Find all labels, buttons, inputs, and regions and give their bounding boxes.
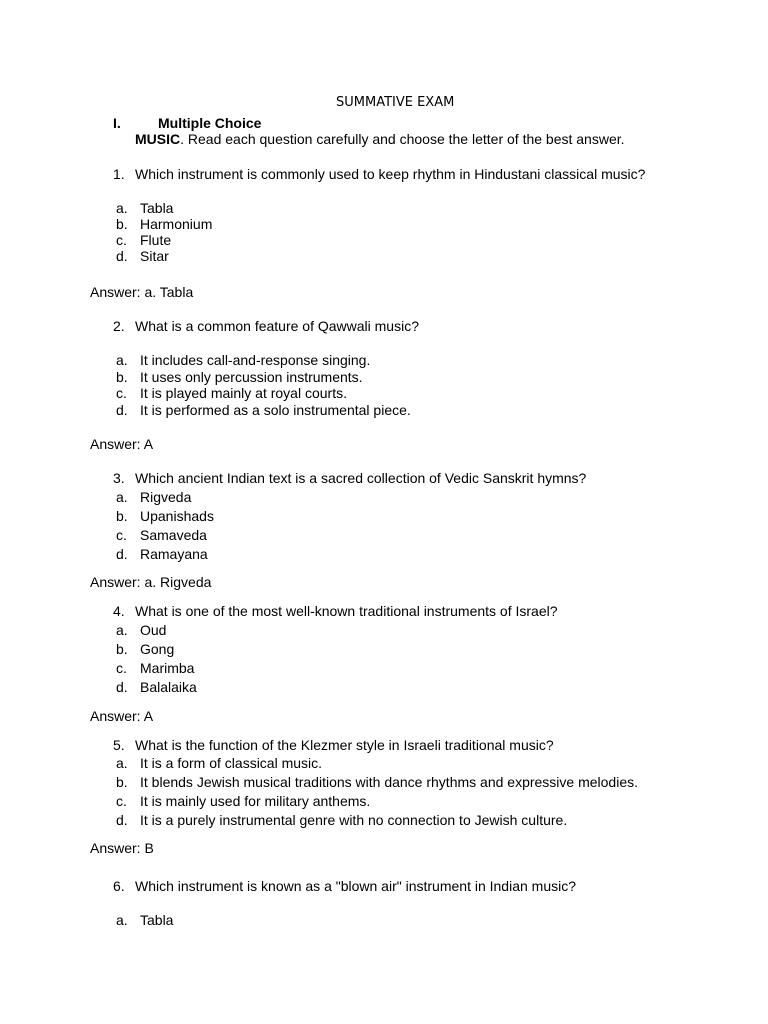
q2-answer: Answer: A (90, 436, 154, 452)
option-letter: c. (116, 793, 127, 809)
option-letter: b. (116, 774, 128, 790)
q5-option-a (116, 755, 322, 772)
q4-option-c (116, 660, 194, 677)
question-2 (113, 318, 419, 335)
question-number: 2. (113, 318, 125, 334)
option-text: Samaveda (140, 527, 207, 543)
question-text: Which instrument is known as a "blown air" instrument in Indian music? (135, 878, 577, 894)
option-letter: b. (116, 508, 128, 524)
option-letter: d. (116, 248, 128, 264)
q3-option-d (116, 546, 208, 563)
option-text: It is played mainly at royal courts. (140, 385, 347, 401)
q1-answer: Answer: a. Tabla (90, 284, 194, 300)
q3-option-a (116, 489, 191, 506)
option-letter: a. (116, 489, 128, 505)
question-number: 6. (113, 878, 125, 894)
question-3 (113, 470, 586, 487)
option-text: Ramayana (140, 546, 208, 562)
option-text: Balalaika (140, 679, 197, 695)
q4-option-a (116, 622, 166, 639)
q5-option-c (116, 793, 370, 810)
question-number: 3. (113, 470, 125, 486)
q3-answer: Answer: a. Rigveda (90, 574, 212, 590)
question-4 (113, 603, 558, 620)
q5-option-b (116, 774, 638, 791)
question-text: Which ancient Indian text is a sacred collection of Vedic Sanskrit hymns? (135, 470, 587, 486)
q2-option-b (116, 369, 363, 386)
option-text: Flute (140, 232, 172, 248)
option-text: Upanishads (140, 508, 214, 524)
q3-option-b (116, 508, 214, 525)
question-number: 4. (113, 603, 125, 619)
option-letter: b. (116, 369, 128, 385)
instructions-line (135, 131, 625, 148)
option-letter: c. (116, 385, 127, 401)
option-letter: b. (116, 641, 128, 657)
option-letter: d. (116, 402, 128, 418)
option-text: Rigveda (140, 489, 192, 505)
q2-option-a (116, 352, 370, 369)
question-5 (113, 737, 554, 754)
option-letter: d. (116, 679, 128, 695)
q2-option-c (116, 385, 347, 402)
instructions-text: . Read each question carefully and choose the letter of the best answer. (180, 131, 625, 147)
option-letter: c. (116, 660, 127, 676)
option-letter: a. (116, 622, 128, 638)
option-text: Sitar (140, 248, 169, 264)
exam-title: SUMMATIVE EXAM (336, 95, 455, 110)
q4-option-d (116, 679, 197, 696)
option-letter: d. (116, 812, 128, 828)
option-letter: a. (116, 755, 128, 771)
q4-answer: Answer: A (90, 708, 154, 724)
option-text: Tabla (140, 912, 174, 928)
section-number: I. (113, 115, 121, 131)
option-text: Oud (140, 622, 167, 638)
option-letter: a. (116, 912, 128, 928)
question-number: 1. (113, 166, 125, 182)
question-text: What is one of the most well-known traditional instruments of Israel? (135, 603, 558, 619)
option-text: It uses only percussion instruments. (140, 369, 363, 385)
q1-option-a (116, 200, 173, 217)
option-letter: a. (116, 200, 128, 216)
q4-option-b (116, 641, 174, 658)
question-text: Which instrument is commonly used to keep rhythm in Hindustani classical music? (135, 166, 646, 182)
q5-answer: Answer: B (90, 840, 154, 856)
option-text: It blends Jewish musical traditions with dance rhythms and expressive melodies. (140, 774, 639, 790)
option-text: Marimba (140, 660, 195, 676)
option-text: Gong (140, 641, 175, 657)
question-text: What is the function of the Klezmer style in Israeli traditional music? (135, 737, 554, 753)
option-text: Harmonium (140, 216, 213, 232)
option-letter: b. (116, 216, 128, 232)
option-text: It is a form of classical music. (140, 755, 323, 771)
question-1 (113, 166, 645, 183)
option-text: It is mainly used for military anthems. (140, 793, 371, 809)
option-letter: d. (116, 546, 128, 562)
question-6 (113, 878, 576, 895)
q6-option-a (116, 912, 173, 929)
subject-label: MUSIC (135, 131, 181, 147)
section-title: Multiple Choice (158, 115, 262, 131)
option-letter: a. (116, 352, 128, 368)
q1-option-b (116, 216, 212, 233)
option-letter: c. (116, 527, 127, 543)
option-letter: c. (116, 232, 127, 248)
q5-option-d (116, 812, 567, 829)
option-text: Tabla (140, 200, 174, 216)
question-text: What is a common feature of Qawwali music? (135, 318, 419, 334)
q2-option-d (116, 402, 411, 419)
question-number: 5. (113, 737, 125, 753)
option-text: It is a purely instrumental genre with no connection to Jewish culture. (140, 812, 568, 828)
q1-option-c (116, 232, 171, 249)
q1-option-d (116, 248, 169, 265)
q3-option-c (116, 527, 207, 544)
option-text: It includes call-and-response singing. (140, 352, 371, 368)
option-text: It is performed as a solo instrumental piece. (140, 402, 411, 418)
